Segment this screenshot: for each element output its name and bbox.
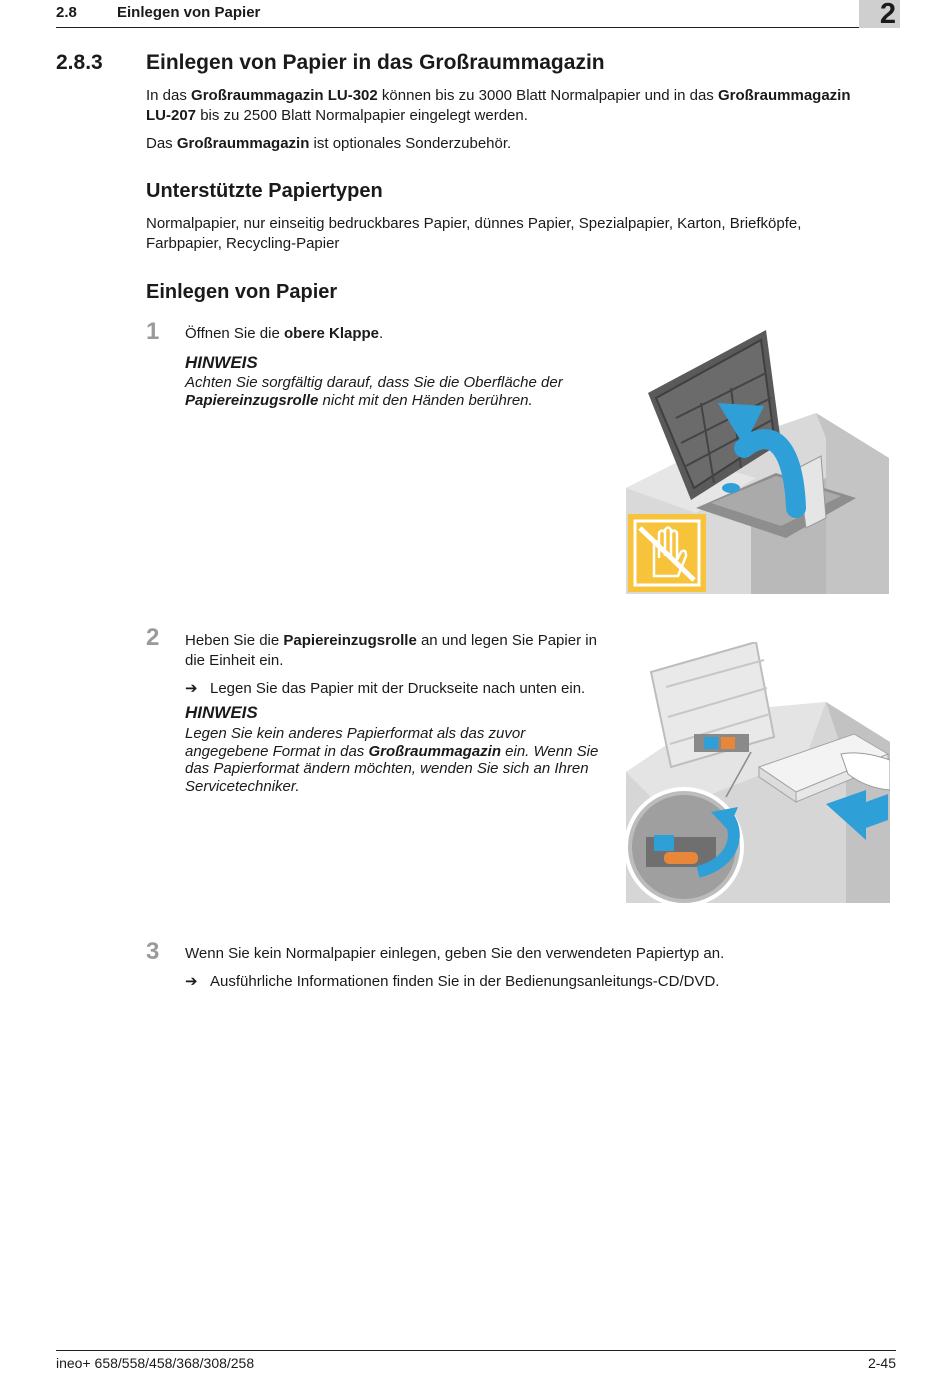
intro-paragraph-2: Das Großraummagazin ist optionales Sonderzubehör. (146, 135, 512, 152)
footer-rule (56, 1350, 896, 1351)
step-1-text: Öffnen Sie die obere Klappe. (185, 325, 384, 342)
chapter-number: 2 (879, 0, 896, 30)
intro-paragraph-1: In das Großraummagazin LU-302 können bis zu 3000 Blatt Normalpapier und in das Großraummagazin LU-207 bis zu 2500 Blatt Normalpapier eingelegt werden. (146, 87, 851, 124)
header-section-title: Einlegen von Papier (117, 4, 261, 21)
arrow-right-icon: ➔ (185, 680, 198, 697)
step-1-number: 1 (146, 318, 160, 345)
open-top-cover-illustration (626, 328, 889, 594)
section-number: 2.8.3 (56, 51, 103, 74)
step-1-note-heading: HINWEIS (185, 353, 258, 372)
paper-types-text: Normalpapier, nur einseitig bedruckbares Papier, dünnes Papier, Spezialpapier, Karton, Briefköpfe, Farbpapier, Recycling-Papier (146, 215, 802, 252)
step-2-number: 2 (146, 624, 160, 651)
step-3-substep: ➔ Ausführliche Informationen finden Sie in der Bedienungsanleitungs-CD/DVD. (185, 973, 720, 990)
header-rule (56, 27, 859, 28)
step-2-text: Heben Sie die Papiereinzugsrolle an und legen Sie Papier in die Einheit ein. (185, 632, 597, 669)
header-section-number: 2.8 (56, 4, 77, 21)
section-title: Einlegen von Papier in das Großraummagazin (146, 51, 605, 74)
step-2-note-text: Legen Sie kein anderes Papierformat als das zuvor angegebene Format in das Großraummagazin ein. Wenn Sie das Papierformat ändern möchten, wenden Sie sich an Ihren Servicetechniker. (185, 725, 599, 795)
arrow-right-icon: ➔ (185, 973, 198, 990)
footer-model: ineo+ 658/558/458/368/308/258 (56, 1355, 255, 1371)
step-2-substep: ➔ Legen Sie das Papier mit der Druckseite nach unten ein. (185, 680, 586, 697)
loading-heading: Einlegen von Papier (146, 281, 338, 303)
step-3-text: Wenn Sie kein Normalpapier einlegen, geben Sie den verwendeten Papiertyp an. (185, 945, 725, 962)
load-paper-illustration (626, 642, 890, 903)
paper-types-heading: Unterstützte Papiertypen (146, 180, 383, 202)
step-1-note-text: Achten Sie sorgfältig darauf, dass Sie die Oberfläche der Papiereinzugsrolle nicht mit den Händen berühren. (185, 374, 563, 409)
step-3-number: 3 (146, 938, 160, 965)
step-2-note-heading: HINWEIS (185, 703, 258, 722)
footer-page-number: 2-45 (867, 1355, 896, 1371)
